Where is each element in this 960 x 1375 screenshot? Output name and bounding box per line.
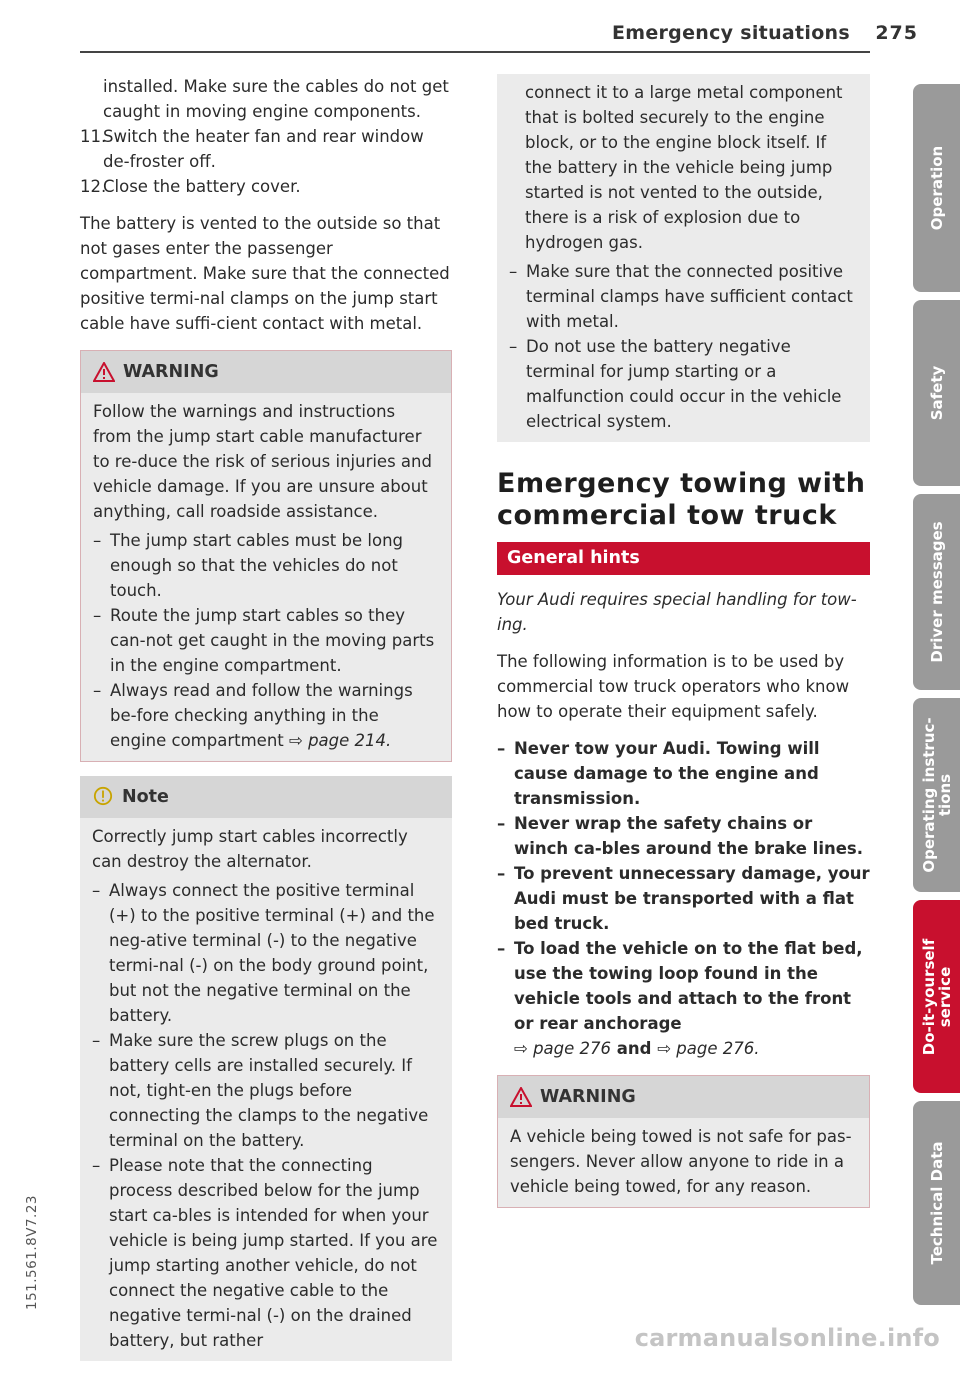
list-item: – Never tow your Audi. Towing will cause damage to the engine and transmission.	[497, 736, 870, 811]
right-column	[497, 74, 870, 1222]
towing-rules-list	[497, 736, 870, 1061]
warning-triangle-icon	[510, 1087, 532, 1107]
vent-paragraph: The battery is vented to the outside so that not gases enter the passenger compartment. Make sure that the connected positive termi-nal clamps on the jump start cable have suffi-cient contact with metal.	[80, 214, 450, 333]
towing-paragraph: The following information is to be used by commercial tow truck operators who know how to operate their equipment safely.	[497, 652, 850, 721]
warning-body	[498, 1118, 869, 1207]
section-heading: Emergency towing with commercial tow truck	[497, 468, 866, 531]
list-item: – The jump start cables must be long enough so that the vehicles do not touch.	[93, 528, 437, 603]
warning-text: A vehicle being towed is not safe for pas-sengers. Never allow anyone to ride in a vehicle being towed, for any reason.	[510, 1127, 852, 1196]
warning-triangle-icon	[93, 362, 115, 382]
header-section-title: Emergency situations	[611, 22, 850, 44]
list-item: – Route the jump start cables so they can-not get caught in the moving parts in the engine compartment.	[93, 603, 437, 678]
tab-driver-messages[interactable]: Driver messages	[913, 494, 960, 690]
tab-operation[interactable]: Operation	[913, 84, 960, 292]
note-header	[80, 776, 452, 818]
list-item: – Please note that the connecting process described below for the jump start ca-bles is intended for when your vehicle is being jump started. If you are jump starting another vehicle, do not connect the negative cable to the negative termi-nal (-) on the drained battery, but rather	[92, 1153, 438, 1353]
tab-technical-data[interactable]: Technical Data	[913, 1101, 960, 1305]
step-list	[80, 124, 452, 199]
warning-body	[81, 393, 451, 761]
list-item: – To prevent unnecessary damage, your Audi must be transported with a flat bed truck.	[497, 861, 870, 936]
warning-header	[498, 1076, 869, 1118]
warning-list	[93, 528, 437, 753]
note-intro: Correctly jump start cables incorrectly can destroy the alternator.	[92, 827, 408, 871]
lead-text: Your Audi requires special handling for tow-ing.	[497, 590, 857, 634]
header-rule	[80, 51, 870, 53]
step-item: 11. Switch the heater fan and rear window de-froster off.	[80, 127, 424, 171]
warning-label: WARNING	[540, 1087, 636, 1107]
warning-label: WARNING	[123, 362, 219, 382]
warning-box	[80, 350, 452, 762]
list-item: – Never wrap the safety chains or winch ca-bles around the brake lines.	[497, 811, 870, 861]
step-item: 12. Close the battery cover.	[80, 177, 301, 196]
list-item: – Always read and follow the warnings be-fore checking anything in the engine compartment ⇨ page 214.	[93, 678, 437, 753]
note-continued-list	[509, 259, 856, 434]
continuation-text: installed. Make sure the cables do not get caught in moving engine components.	[103, 77, 449, 121]
tab-operating-instructions[interactable]: Operating instruc- tions	[913, 698, 960, 892]
warning-intro: Follow the warnings and instructions from the jump start cable manufacturer to re-duce the risk of serious injuries and vehicle damage. If you are unsure about anything, call roadside assistance.	[93, 402, 432, 521]
page-reference-link[interactable]: ⇨ page 276	[514, 1039, 612, 1058]
left-column	[80, 74, 452, 1375]
site-watermark: carmanualsonline.info	[634, 1324, 940, 1352]
document-code: 151.561.8V7.23	[24, 1195, 40, 1310]
note-box	[80, 776, 452, 1361]
tab-safety[interactable]: Safety	[913, 300, 960, 486]
tab-do-it-yourself-service[interactable]: Do-it-yourself service	[913, 900, 960, 1093]
subheading-bar: General hints	[497, 542, 870, 575]
page-reference-link[interactable]: ⇨ page 214.	[289, 731, 392, 750]
list-item: – Make sure the screw plugs on the battery cells are installed securely. If not, tight-en the plugs before connecting the clamps to the negative terminal on the battery.	[92, 1028, 438, 1153]
page-reference-link[interactable]: ⇨ page 276.	[657, 1039, 760, 1058]
page-number: 275	[875, 22, 918, 44]
list-item: – Always connect the positive terminal (+) to the positive terminal (+) and the neg-ative terminal (-) to the negative termi-nal (-) on the body ground point, but not the negative terminal on the battery.	[92, 878, 438, 1028]
note-continued-body	[497, 74, 870, 442]
note-label: Note	[122, 787, 169, 807]
towing-warning-box	[497, 1075, 870, 1208]
note-list	[92, 878, 438, 1353]
page-header	[80, 22, 940, 52]
note-body	[80, 818, 452, 1361]
list-item: – Make sure that the connected positive terminal clamps have sufficient contact with metal.	[509, 259, 856, 334]
note-continued-text: connect it to a large metal component that is bolted securely to the engine block, or to the engine block itself. If the battery in the vehicle being jump started is not vented to the outside, there is a risk of explosion due to hydrogen gas.	[525, 83, 843, 252]
list-item: – Do not use the battery negative terminal for jump starting or a malfunction could occur in the vehicle electrical system.	[509, 334, 856, 434]
list-item: – To load the vehicle on to the flat bed, use the towing loop found in the vehicle tools and attach to the front or rear anchorage ⇨ page 276 and ⇨ page 276.	[497, 936, 870, 1061]
note-box-continued	[497, 74, 870, 442]
note-info-icon	[92, 786, 114, 806]
warning-header	[81, 351, 451, 393]
